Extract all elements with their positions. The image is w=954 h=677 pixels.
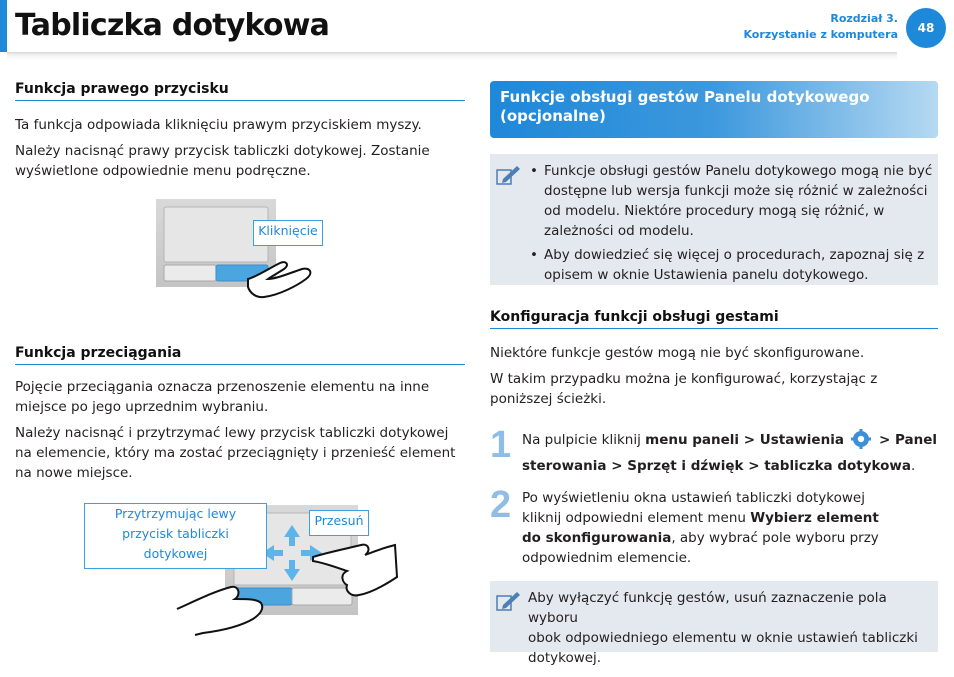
text-line: • Aby dowiedzieć się więcej o procedurach, zapoznaj się z bbox=[544, 247, 925, 263]
list-item bbox=[528, 245, 933, 285]
hold-button-callout bbox=[84, 503, 267, 569]
note-pencil-icon bbox=[496, 590, 522, 614]
text-line: opisem w oknie Ustawienia panelu dotykowego. bbox=[544, 267, 869, 283]
text-line bbox=[522, 508, 879, 528]
text-line: poniższej ścieżki. bbox=[490, 391, 607, 407]
gesture-config-heading: Konfiguracja funkcji obsługi gestami bbox=[490, 309, 938, 329]
text-line: Aby wyłączyć funkcję gestów, usuń zaznaczenie pola wyboru bbox=[528, 590, 887, 626]
text-line: wyświetlone odpowiednie menu podręczne. bbox=[15, 163, 311, 179]
text-line: odpowiednim elemencie. bbox=[522, 550, 692, 566]
callout-line: Przytrzymując lewy bbox=[114, 506, 237, 521]
step-2-menu-name: do skonfigurowania bbox=[522, 530, 672, 546]
text-line: Należy nacisnąć i przytrzymać lewy przycisk tabliczki dotykowej bbox=[15, 425, 449, 441]
text-line: dotykowej. bbox=[528, 650, 602, 666]
step-2-text-part: kliknij odpowiedni element menu bbox=[522, 510, 751, 526]
text-line: miejsce po jego uprzednim wybraniu. bbox=[15, 399, 269, 415]
list-item bbox=[528, 161, 933, 241]
right-click-heading: Funkcja prawego przycisku bbox=[15, 81, 465, 101]
text-line: od modelu. Niektóre procedury mogą się różnić, w bbox=[544, 203, 885, 219]
step-1-path-start: menu paneli > Ustawienia bbox=[645, 432, 844, 448]
text-line: na elemencie, który ma zostać przeciągnięty i przenieść element bbox=[15, 445, 456, 461]
right-touchpad-button bbox=[292, 588, 352, 605]
banner-line: Funkcje obsługi gestów Panelu dotykowego bbox=[500, 88, 870, 106]
text-line: Należy nacisnąć prawy przycisk tabliczki dotykowej. Zostanie bbox=[15, 143, 430, 159]
drag-paragraph-2 bbox=[15, 423, 455, 483]
right-click-paragraph-1: Ta funkcja odpowiada kliknięciu prawym przyciskiem myszy. bbox=[15, 117, 422, 133]
text-line: • Funkcje obsługi gestów Panelu dotykowego mogą nie być bbox=[544, 163, 933, 179]
text-line bbox=[522, 528, 879, 548]
drag-heading: Funkcja przeciągania bbox=[15, 345, 465, 365]
note-gestures-list bbox=[528, 161, 933, 289]
gesture-config-paragraph-2 bbox=[490, 369, 877, 409]
note-pencil-icon bbox=[496, 164, 522, 188]
banner-line: (opcjonalne) bbox=[500, 107, 606, 125]
step-2-number: 2 bbox=[490, 484, 512, 526]
header-accent-bar bbox=[0, 0, 7, 52]
drag-paragraph-1 bbox=[15, 377, 429, 417]
chapter-label bbox=[743, 11, 898, 43]
right-click-illustration bbox=[156, 199, 316, 303]
gesture-config-paragraph-1: Niektóre funkcje gestów mogą nie być skonfigurowane. bbox=[490, 345, 865, 361]
step-2-menu-name: Wybierz element bbox=[750, 510, 879, 526]
step-1-path-middle: > Panel bbox=[874, 432, 937, 448]
text-line: W takim przypadku można je konfigurować, korzystając z bbox=[490, 371, 878, 387]
text-line: Pojęcie przeciągania oznacza przenoszenie elementu na inne bbox=[15, 379, 430, 395]
click-callout: Kliknięcie bbox=[253, 220, 323, 246]
page-title: Tabliczka dotykowa bbox=[15, 8, 330, 43]
move-callout: Przesuń bbox=[309, 510, 369, 536]
text-line bbox=[522, 427, 937, 453]
right-click-paragraph-2 bbox=[15, 141, 430, 181]
note-disable-gestures-text bbox=[528, 588, 933, 668]
text-line bbox=[522, 453, 937, 479]
step-1-text bbox=[522, 427, 937, 479]
header-divider bbox=[7, 52, 897, 60]
settings-gear-icon bbox=[850, 429, 872, 449]
text-line: dostępne lub wersja funkcji może się różnić w zależności bbox=[544, 183, 928, 199]
step-1-path-end: sterowania > Sprzęt i dźwięk > tabliczka dotykowa bbox=[522, 458, 912, 474]
step-2-text-part: , aby wybrać pole wyboru przy bbox=[671, 530, 879, 546]
step-1-text-start: Na pulpicie kliknij bbox=[522, 432, 646, 448]
callout-line: dotykowej bbox=[143, 546, 208, 561]
text-line: obok odpowiedniego elementu w oknie ustawień tabliczki bbox=[528, 630, 918, 646]
chapter-number: Rozdział 3. bbox=[830, 12, 898, 25]
step-1-number: 1 bbox=[490, 424, 512, 466]
step-2-text bbox=[522, 488, 879, 568]
callout-line: przycisk tabliczki bbox=[122, 526, 229, 541]
text-line: Po wyświetleniu okna ustawień tabliczki dotykowej bbox=[522, 490, 865, 506]
gesture-functions-banner bbox=[490, 81, 938, 138]
text-line: na nowe miejsce. bbox=[15, 465, 133, 481]
left-touchpad-button bbox=[164, 265, 216, 281]
step-1-text-end: . bbox=[911, 458, 916, 474]
page-number-badge: 48 bbox=[906, 8, 946, 48]
chapter-title: Korzystanie z komputera bbox=[743, 28, 898, 41]
text-line: zależności od modelu. bbox=[544, 223, 694, 239]
